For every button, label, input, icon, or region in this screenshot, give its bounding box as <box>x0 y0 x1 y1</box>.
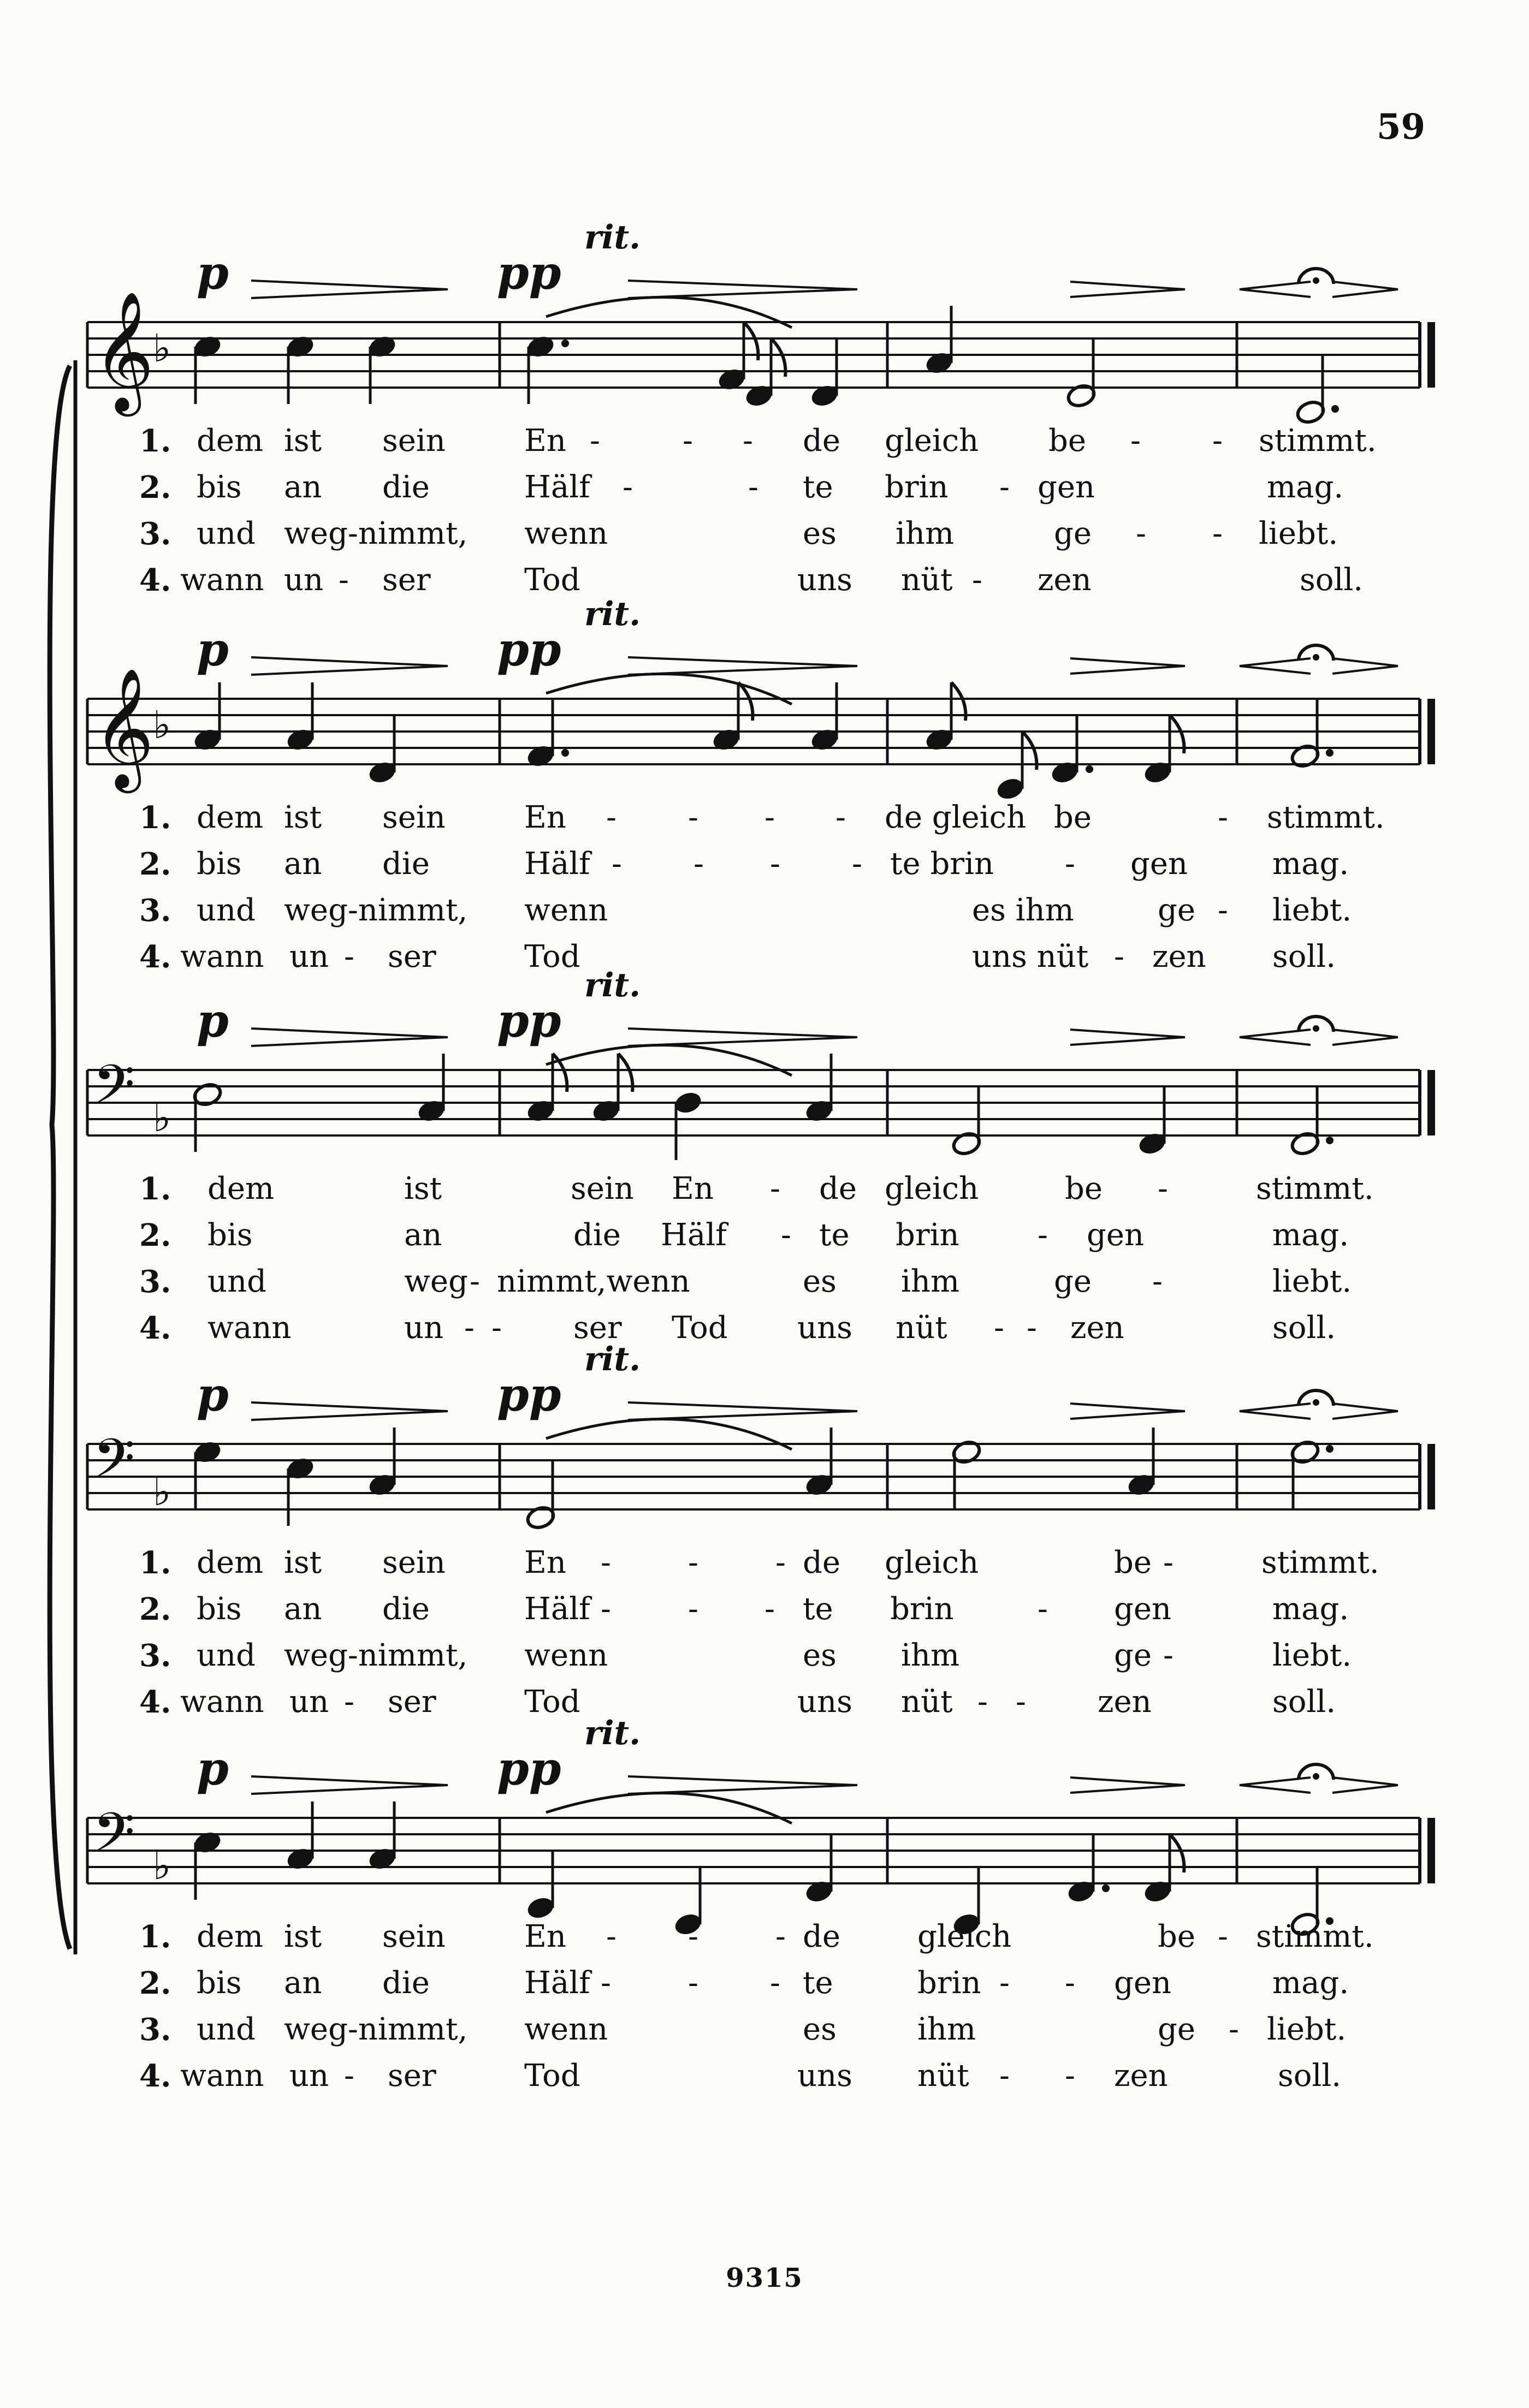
treble-clef-icon: 𝄞 <box>93 290 155 411</box>
lyric-syllable: stimmt. <box>1261 1545 1379 1580</box>
lyric-syllable: ser <box>388 1684 436 1720</box>
lyric-syllable: ihm <box>896 516 955 551</box>
lyric-syllable: bis <box>208 1217 253 1253</box>
lyric-syllable: dem <box>208 1171 275 1206</box>
lyric-syllable: ist <box>284 1545 322 1580</box>
lyric-syllable: ser <box>388 939 436 974</box>
dynamic-piano: p <box>197 622 229 676</box>
verse-number: 2. <box>139 1965 171 2001</box>
lyric-syllable: die <box>382 469 430 505</box>
lyric-syllable: es <box>803 1264 837 1299</box>
dynamic-piano: p <box>197 1741 229 1795</box>
lyric-syllable: und <box>197 2012 256 2047</box>
lyric-syllable: soll. <box>1272 1310 1336 1346</box>
lyric-syllable: - <box>344 939 354 974</box>
verse-number: 3. <box>139 1264 171 1300</box>
lyric-syllable: - <box>1152 1264 1163 1299</box>
lyric-syllable: - <box>344 1684 354 1720</box>
lyric-syllable: - <box>999 1965 1010 2001</box>
lyric-syllable: stimmt. <box>1259 423 1377 459</box>
lyric-syllable: - <box>770 1171 780 1206</box>
lyric-syllable: liebt. <box>1272 893 1352 928</box>
lyric-syllable: ge <box>1158 893 1195 928</box>
flat-key-signature-icon: ♭ <box>153 703 171 747</box>
lyric-syllable: ge <box>1054 516 1092 551</box>
verse-number: 4. <box>139 562 171 598</box>
lyric-syllable: es ihm <box>972 893 1074 928</box>
lyric-syllable: - <box>606 1919 617 1954</box>
lyric-syllable: und <box>197 516 256 551</box>
crescendo-hairpin <box>1240 1777 1311 1793</box>
lyric-syllable: uns <box>797 1684 852 1720</box>
lyric-syllable: de <box>803 1919 840 1954</box>
lyric-syllable: - <box>688 1919 698 1954</box>
bass-clef-icon: 𝄢 <box>93 1428 135 1503</box>
lyric-syllable: wann <box>180 2058 264 2094</box>
lyric-syllable: - <box>994 1310 1004 1346</box>
lyric-syllable: - <box>835 800 846 835</box>
lyric-syllable: Tod <box>524 2058 580 2094</box>
lyric-syllable: nüt <box>901 562 953 598</box>
ritardando-marking: rit. <box>584 966 641 1004</box>
lyric-syllable: - <box>1229 2012 1239 2047</box>
lyric-syllable: - <box>999 469 1010 505</box>
lyric-syllable: weg-nimmt, <box>284 516 468 551</box>
lyric-syllable: ge <box>1158 2012 1195 2047</box>
lyric-syllable: soll. <box>1272 1684 1336 1720</box>
lyric-syllable: - <box>977 1684 988 1720</box>
lyric-syllable: gen <box>1114 1965 1172 2001</box>
lyric-verse-1 <box>0 1919 1529 1957</box>
lyric-syllable: sein <box>382 1545 446 1580</box>
verse-number: 4. <box>139 939 171 975</box>
lyric-syllable: - <box>1163 1638 1174 1673</box>
dynamic-pianissimo: pp <box>497 994 561 1048</box>
lyric-syllable: te <box>819 1217 850 1253</box>
verse-number: 1. <box>139 800 171 836</box>
lyric-syllable: - <box>775 1545 786 1580</box>
verse-number: 1. <box>139 1919 171 1955</box>
lyric-syllable: zen <box>1098 1684 1152 1720</box>
lyric-syllable: be <box>1048 423 1086 459</box>
lyric-syllable: brin <box>917 1965 981 2001</box>
lyric-syllable: - <box>464 1310 475 1346</box>
decrescendo-hairpin <box>1332 1777 1398 1793</box>
lyric-syllable: weg <box>404 1264 468 1299</box>
lyric-syllable: un <box>289 939 329 974</box>
lyric-syllable: mag. <box>1272 1217 1349 1253</box>
lyric-syllable: En <box>524 423 566 459</box>
lyric-syllable: und <box>197 1638 256 1673</box>
lyric-syllable: liebt. <box>1272 1264 1352 1299</box>
lyric-syllable: mag. <box>1272 1591 1349 1627</box>
lyric-syllable: - <box>606 800 617 835</box>
lyric-syllable: weg-nimmt, <box>284 2012 468 2047</box>
lyric-syllable: ihm <box>901 1638 960 1673</box>
lyric-syllable: ihm <box>917 2012 976 2047</box>
lyric-verse-4 <box>0 2058 1529 2096</box>
lyric-syllable: - <box>770 1965 780 2001</box>
lyric-syllable: Hälf <box>524 846 590 882</box>
dynamic-piano: p <box>197 1367 229 1422</box>
verse-number: 2. <box>139 1591 171 1627</box>
lyric-syllable: wann <box>180 562 264 598</box>
ritardando-marking: rit. <box>584 1714 641 1752</box>
lyric-syllable: - <box>601 1591 611 1627</box>
lyric-syllable: - <box>1163 1545 1174 1580</box>
lyric-syllable: - <box>1130 423 1141 459</box>
lyric-syllable: bis <box>197 1965 242 2001</box>
lyric-syllable: - <box>1218 800 1228 835</box>
lyric-syllable: - <box>1136 516 1146 551</box>
lyric-syllable: an <box>284 846 322 882</box>
lyric-syllable: wann <box>208 1310 292 1346</box>
lyric-syllable: Hälf <box>524 1965 590 2001</box>
lyric-syllable: weg-nimmt, <box>284 893 468 928</box>
lyric-syllable: te <box>803 1591 833 1627</box>
lyric-syllable: sein <box>382 423 446 459</box>
lyric-syllable: bis <box>197 469 242 505</box>
lyric-syllable: dem <box>197 423 264 459</box>
lyric-syllable: Tod <box>524 562 580 598</box>
lyric-syllable: gleich <box>885 1171 979 1206</box>
lyric-syllable: - <box>972 562 982 598</box>
lyric-syllable: de <box>819 1171 857 1206</box>
lyric-syllable: liebt. <box>1259 516 1338 551</box>
ritardando-marking: rit. <box>584 595 641 633</box>
lyric-syllable: brin <box>896 1217 959 1253</box>
lyric-syllable: soll. <box>1278 2058 1342 2094</box>
lyric-syllable: ist <box>284 1919 322 1954</box>
lyric-syllable: wenn <box>524 1638 608 1673</box>
lyric-syllable: Hälf <box>661 1217 727 1253</box>
lyric-syllable: nüt <box>896 1310 947 1346</box>
lyric-syllable: uns nüt <box>972 939 1089 974</box>
bass-clef-icon: 𝄢 <box>93 1054 135 1129</box>
lyric-syllable: En <box>524 1919 566 1954</box>
lyric-syllable: - <box>1065 1965 1075 2001</box>
lyric-syllable: - <box>612 846 622 882</box>
flat-key-signature-icon: ♭ <box>153 1096 171 1140</box>
lyric-syllable: dem <box>197 1545 264 1580</box>
lyric-syllable: liebt. <box>1267 2012 1347 2047</box>
decrescendo-hairpin <box>628 1776 857 1794</box>
final-barline <box>1427 1818 1435 1883</box>
lyric-syllable: gleich <box>885 423 979 459</box>
lyric-syllable: gen <box>1114 1591 1172 1627</box>
lyric-verse-2 <box>0 1965 1529 2003</box>
dynamic-piano: p <box>197 246 229 300</box>
flat-key-signature-icon: ♭ <box>153 326 171 371</box>
lyric-syllable: En <box>524 800 566 835</box>
verse-number: 1. <box>139 1545 171 1581</box>
lyric-syllable: wenn <box>524 516 608 551</box>
lyric-syllable: mag. <box>1272 846 1349 882</box>
lyric-syllable: - <box>601 1965 611 2001</box>
lyric-syllable: und <box>197 893 256 928</box>
fermata-dot <box>1313 1773 1319 1780</box>
lyric-syllable: - <box>1158 1171 1168 1206</box>
lyric-syllable: be <box>1114 1545 1152 1580</box>
lyric-syllable: - <box>694 846 704 882</box>
lyric-syllable: te brin <box>890 846 994 882</box>
lyric-syllable: bis <box>197 1591 242 1627</box>
lyric-syllable: soll. <box>1272 939 1336 974</box>
lyric-syllable: dem <box>197 1919 264 1954</box>
lyric-syllable: weg-nimmt, <box>284 1638 468 1673</box>
verse-number: 1. <box>139 423 171 459</box>
verse-number: 2. <box>139 469 171 506</box>
lyric-syllable: - <box>1218 1919 1228 1954</box>
lyric-syllable: - <box>688 1591 698 1627</box>
lyric-syllable: ist <box>284 423 322 459</box>
lyric-syllable: un <box>284 562 324 598</box>
lyric-syllable: de <box>803 423 840 459</box>
lyric-syllable: - <box>852 846 862 882</box>
lyric-syllable: gen <box>1087 1217 1145 1253</box>
lyric-syllable: un <box>289 1684 329 1720</box>
lyric-syllable: be <box>1054 800 1092 835</box>
lyric-syllable: sein <box>571 1171 634 1206</box>
lyric-syllable: an <box>404 1217 442 1253</box>
ritardando-marking: rit. <box>584 1340 641 1378</box>
lyric-syllable: ist <box>404 1171 442 1206</box>
verse-number: 4. <box>139 1684 171 1720</box>
lyric-syllable: - <box>764 1591 775 1627</box>
lyric-syllable: und <box>208 1264 266 1299</box>
dynamic-pianissimo: pp <box>497 1367 561 1422</box>
lyric-syllable: - <box>1065 2058 1075 2094</box>
lyric-syllable: an <box>284 1591 322 1627</box>
verse-number: 3. <box>139 516 171 552</box>
verse-number: 3. <box>139 2012 171 2048</box>
lyric-syllable: ihm <box>901 1264 960 1299</box>
lyric-syllable: gleich <box>885 1545 979 1580</box>
lyric-syllable: - <box>601 1545 611 1580</box>
lyric-syllable: - <box>743 423 753 459</box>
verse-number: 4. <box>139 1310 171 1346</box>
lyric-syllable: En <box>524 1545 566 1580</box>
lyric-syllable: nüt <box>917 2058 969 2094</box>
lyric-syllable: Tod <box>524 939 580 974</box>
lyric-syllable: - <box>688 800 698 835</box>
lyric-syllable: stimmt. <box>1256 1171 1374 1206</box>
lyric-syllable: wann <box>180 1684 264 1720</box>
catalog-number: 9315 <box>726 2263 803 2293</box>
lyric-syllable: gen <box>1038 469 1095 505</box>
lyric-syllable: - <box>688 1545 698 1580</box>
ritardando-marking: rit. <box>584 218 641 257</box>
lyric-syllable: un <box>289 2058 329 2094</box>
lyric-syllable: de gleich <box>885 800 1027 835</box>
lyric-syllable: mag. <box>1267 469 1344 505</box>
lyric-syllable: te <box>803 1965 833 2001</box>
lyric-syllable: te <box>803 469 833 505</box>
lyric-syllable: - <box>590 423 600 459</box>
lyric-syllable: ge <box>1114 1638 1152 1673</box>
lyric-syllable: - <box>770 846 780 882</box>
lyric-syllable: ser <box>382 562 431 598</box>
lyric-syllable: - <box>1212 516 1223 551</box>
lyric-syllable: es <box>803 2012 837 2047</box>
lyric-syllable: un <box>404 1310 444 1346</box>
lyric-syllable: Hälf <box>524 1591 590 1627</box>
treble-clef-icon: 𝄞 <box>93 667 155 788</box>
lyric-syllable: die <box>382 1591 430 1627</box>
lyric-syllable: ser <box>388 2058 436 2094</box>
lyric-syllable: sein <box>382 1919 446 1954</box>
lyric-syllable: En <box>672 1171 714 1206</box>
lyric-syllable: gleich <box>917 1919 1012 1954</box>
dynamic-pianissimo: pp <box>497 622 561 676</box>
lyric-syllable: die <box>382 846 430 882</box>
lyric-syllable: sein <box>382 800 446 835</box>
lyric-syllable: es <box>803 1638 837 1673</box>
lyric-syllable: - <box>775 1919 786 1954</box>
lyric-syllable: ser <box>573 1310 622 1346</box>
lyric-syllable: - <box>688 1965 698 2001</box>
verse-number: 3. <box>139 1638 171 1674</box>
lyric-syllable: - <box>491 1310 502 1346</box>
dot <box>1102 1884 1110 1892</box>
lyric-syllable: - <box>748 469 758 505</box>
lyric-syllable: ge <box>1054 1264 1092 1299</box>
bass-clef-icon: 𝄢 <box>93 1801 135 1877</box>
lyric-syllable: nimmt,wenn <box>497 1264 690 1299</box>
lyric-syllable: es <box>803 516 837 551</box>
lyric-syllable: uns <box>797 2058 852 2094</box>
verse-number: 1. <box>139 1171 171 1207</box>
lyric-syllable: - <box>764 800 775 835</box>
lyric-syllable: stimmt. <box>1256 1919 1374 1954</box>
lyric-syllable: dem <box>197 800 264 835</box>
lyric-syllable: Hälf <box>524 469 590 505</box>
lyric-syllable: be <box>1065 1171 1103 1206</box>
lyric-syllable: brin <box>885 469 949 505</box>
lyric-syllable: uns <box>797 1310 852 1346</box>
lyric-syllable: Tod <box>524 1684 580 1720</box>
lyric-syllable: - <box>1212 423 1223 459</box>
lyric-syllable: - <box>1114 939 1124 974</box>
decrescendo-hairpin <box>1070 1777 1185 1793</box>
lyric-syllable: soll. <box>1300 562 1364 598</box>
page-number: 59 <box>1376 106 1425 147</box>
dynamic-piano: p <box>197 994 229 1048</box>
lyric-syllable: - <box>1218 893 1228 928</box>
lyric-syllable: zen <box>1070 1310 1124 1346</box>
verse-number: 2. <box>139 1217 171 1253</box>
lyric-syllable: - <box>999 2058 1010 2094</box>
lyric-syllable: - <box>1038 1591 1048 1627</box>
lyric-syllable: brin <box>890 1591 954 1627</box>
lyric-syllable: wenn <box>524 2012 608 2047</box>
flat-key-signature-icon: ♭ <box>153 1470 171 1514</box>
lyric-syllable: de <box>803 1545 840 1580</box>
lyric-syllable: - <box>1038 1217 1048 1253</box>
lyric-syllable: - <box>1027 1310 1037 1346</box>
lyric-syllable: Tod <box>672 1310 728 1346</box>
lyric-syllable: zen <box>1152 939 1206 974</box>
dynamic-pianissimo: pp <box>497 1741 561 1795</box>
lyric-syllable: - <box>1016 1684 1026 1720</box>
lyric-syllable: - <box>470 1264 480 1299</box>
lyric-syllable: be <box>1158 1919 1195 1954</box>
dynamic-pianissimo: pp <box>497 246 561 300</box>
lyric-syllable: - <box>781 1217 791 1253</box>
lyric-syllable: - <box>683 423 693 459</box>
lyric-syllable: bis <box>197 846 242 882</box>
lyric-syllable: liebt. <box>1272 1638 1352 1673</box>
lyric-syllable: - <box>1065 846 1075 882</box>
lyric-syllable: zen <box>1114 2058 1168 2094</box>
verse-number: 4. <box>139 2058 171 2094</box>
lyric-syllable: wann <box>180 939 264 974</box>
lyric-syllable: - <box>339 562 349 598</box>
lyric-syllable: - <box>623 469 633 505</box>
lyric-syllable: zen <box>1038 562 1092 598</box>
lyric-verse-3 <box>0 2012 1529 2050</box>
lyric-syllable: gen <box>1130 846 1188 882</box>
flat-key-signature-icon: ♭ <box>153 1844 171 1888</box>
lyric-syllable: uns <box>797 562 852 598</box>
verse-number: 3. <box>139 893 171 929</box>
lyric-syllable: wenn <box>524 893 608 928</box>
verse-number: 2. <box>139 846 171 882</box>
lyric-syllable: die <box>382 1965 430 2001</box>
lyric-syllable: ist <box>284 800 322 835</box>
lyric-syllable: nüt <box>901 1684 953 1720</box>
lyric-syllable: stimmt. <box>1267 800 1385 835</box>
lyric-syllable: - <box>344 2058 354 2094</box>
lyric-syllable: an <box>284 469 322 505</box>
lyric-syllable: mag. <box>1272 1965 1349 2001</box>
decrescendo-hairpin <box>251 1776 448 1794</box>
lyric-syllable: die <box>573 1217 621 1253</box>
lyric-syllable: an <box>284 1965 322 2001</box>
